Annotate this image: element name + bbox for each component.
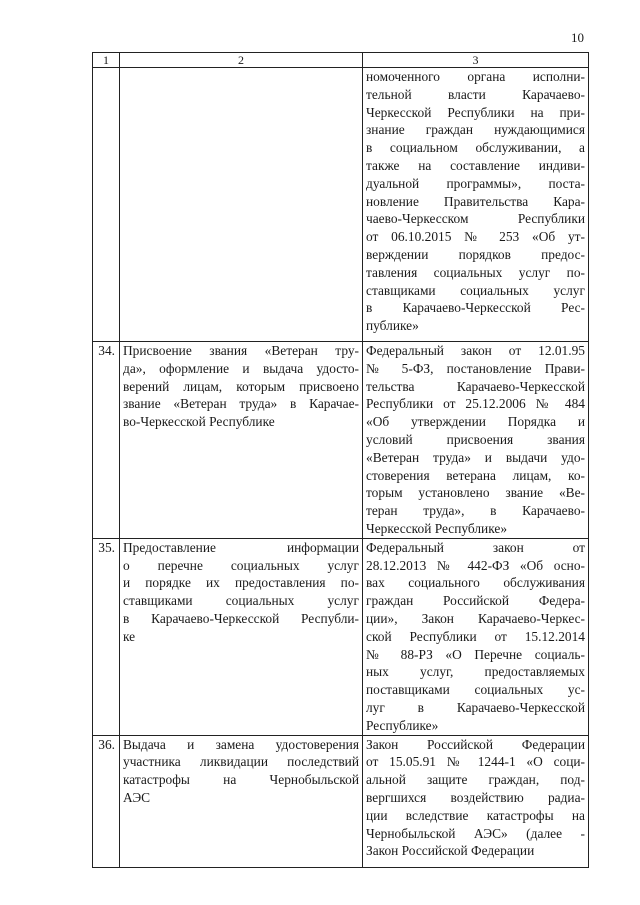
legal-basis-text-line: Черкесской Республики на при- [366,104,585,120]
legal-basis-text-line: от 15.05.91 № 1244-1 «О соци- [366,754,585,770]
legal-basis-text-line: Федеральный закон от 12.01.95 [366,343,585,358]
service-name-cell [120,68,363,342]
legal-basis-text-line: верждении порядков предос- [366,246,585,262]
service-text-line: во-Черкесской Республике [123,414,275,430]
legal-basis-text-line: также на составление индиви- [366,157,585,173]
service-text-line: АЭС [123,789,151,805]
legal-basis-text-line: № 88-РЗ «О Перечне социаль- [366,646,585,662]
row-number [93,68,120,342]
legal-basis-text-line: Черкесской Республике» [366,520,508,536]
service-text-line: катастрофы на Чернобыльской [123,772,359,788]
table-row [93,735,589,867]
legal-basis-text-line: поставщиками социальных ус- [366,682,585,698]
legal-basis-text-line: знание граждан нуждающимися [366,122,585,138]
legal-basis-text-line: в социальном обслуживании, а [366,140,585,156]
service-text-line: Выдача и замена удостоверения [123,736,359,752]
page-number: 10 [571,30,584,45]
service-name-cell [120,342,363,539]
legal-basis-text-line: торым установлено звание «Ве- [366,485,585,501]
legal-basis-text-line: Закон Российской Федерации [366,736,585,752]
table-header-row [93,53,589,68]
legal-basis-text-line: 28.12.2013 № 442-ФЗ «Об осно- [366,557,585,573]
row-number: 36. [93,735,120,867]
header-col-3: 3 [363,53,589,68]
legal-basis-text-line: ской Республики от 15.12.2014 [366,628,585,644]
legal-basis-text-line: от 06.10.2015 № 253 «Об ут- [366,229,585,245]
service-text-line: в Карачаево-Черкесской Республи- [123,610,359,626]
legal-basis-text-line: ции вследствие катастрофы на [366,807,585,823]
legal-basis-text-line: «Об утверждении Порядка и [366,414,585,430]
legal-basis-text-line: новление Правительства Кара- [366,193,585,209]
legal-basis-cell [363,735,589,867]
legal-basis-text-line: Чернобыльской АЭС» (далее - [366,825,585,841]
legal-basis-text-line: стоверения ветерана лицам, ко- [366,467,585,483]
legal-basis-text-line: условий присвоения звания [366,431,585,447]
legal-basis-text-line: чаево-Черкесском Республики [366,211,585,227]
legal-basis-text-line: тельства Карачаево-Черкесской [366,378,585,394]
legal-basis-text-line: публике» [366,318,419,334]
service-name-cell [120,735,363,867]
legal-basis-text-line: альной защите граждан, под- [366,772,585,788]
services-table [92,52,589,868]
header-col-1: 1 [93,53,120,68]
legal-basis-text-line: граждан Российской Федера- [366,593,585,609]
legal-basis-text-line: «Ветеран труда» и выдачи удо- [366,449,585,465]
legal-basis-text-line: Республики от 25.12.2006 № 484 [366,396,585,412]
table-row [93,68,589,342]
table-row [93,538,589,735]
service-text-line: участника ликвидации последствий [123,754,359,770]
row-number: 35. [93,538,120,735]
service-text-line: о перечне социальных услуг [123,557,359,573]
legal-basis-text-line: ных услуг, предоставляемых [366,664,585,680]
service-text-line: звание «Ветеран труда» в Карачае- [123,396,359,412]
legal-basis-text-line: № 5-ФЗ, постановление Прави- [366,360,585,376]
legal-basis-text-line: в Карачаево-Черкесской Рес- [366,300,585,316]
service-text-line: Предоставление информации [123,539,359,555]
legal-basis-text-line: Федеральный закон от [366,539,585,555]
legal-basis-text-line: номоченного органа исполни- [366,69,585,84]
row-number: 34. [93,342,120,539]
legal-basis-text-line: ции», Закон Карачаево-Черкес- [366,610,585,626]
service-name-cell [120,538,363,735]
header-col-2: 2 [120,53,363,68]
legal-basis-cell [363,68,589,342]
legal-basis-text-line: вергшихся воздействию радиа- [366,789,585,805]
table-row [93,342,589,539]
legal-basis-text-line: ставщиками социальных услуг [366,282,585,298]
legal-basis-text-line: луг в Карачаево-Черкесской [366,699,585,715]
service-text-line: Присвоение звания «Ветеран тру- [123,343,359,358]
service-text-line: ставщиками социальных услуг [123,593,359,609]
legal-basis-text-line: теран труда», в Карачаево- [366,503,585,519]
legal-basis-text-line: вах социального обслуживания [366,575,585,591]
service-text-line: да», оформление и выдача удосто- [123,360,359,376]
legal-basis-cell [363,538,589,735]
legal-basis-text-line: Закон Российской Федерации [366,843,535,859]
legal-basis-text-line: тавления социальных услуг по- [366,264,585,280]
legal-basis-text-line: дуальной программы», поста- [366,175,585,191]
service-text-line: верений лицам, которым присвоено [123,378,359,394]
legal-basis-text-line: Республике» [366,717,439,733]
service-text-line: и порядке их предоставления по- [123,575,359,591]
legal-basis-cell [363,342,589,539]
legal-basis-text-line: тельной власти Карачаево- [366,86,585,102]
service-text-line: ке [123,628,136,644]
